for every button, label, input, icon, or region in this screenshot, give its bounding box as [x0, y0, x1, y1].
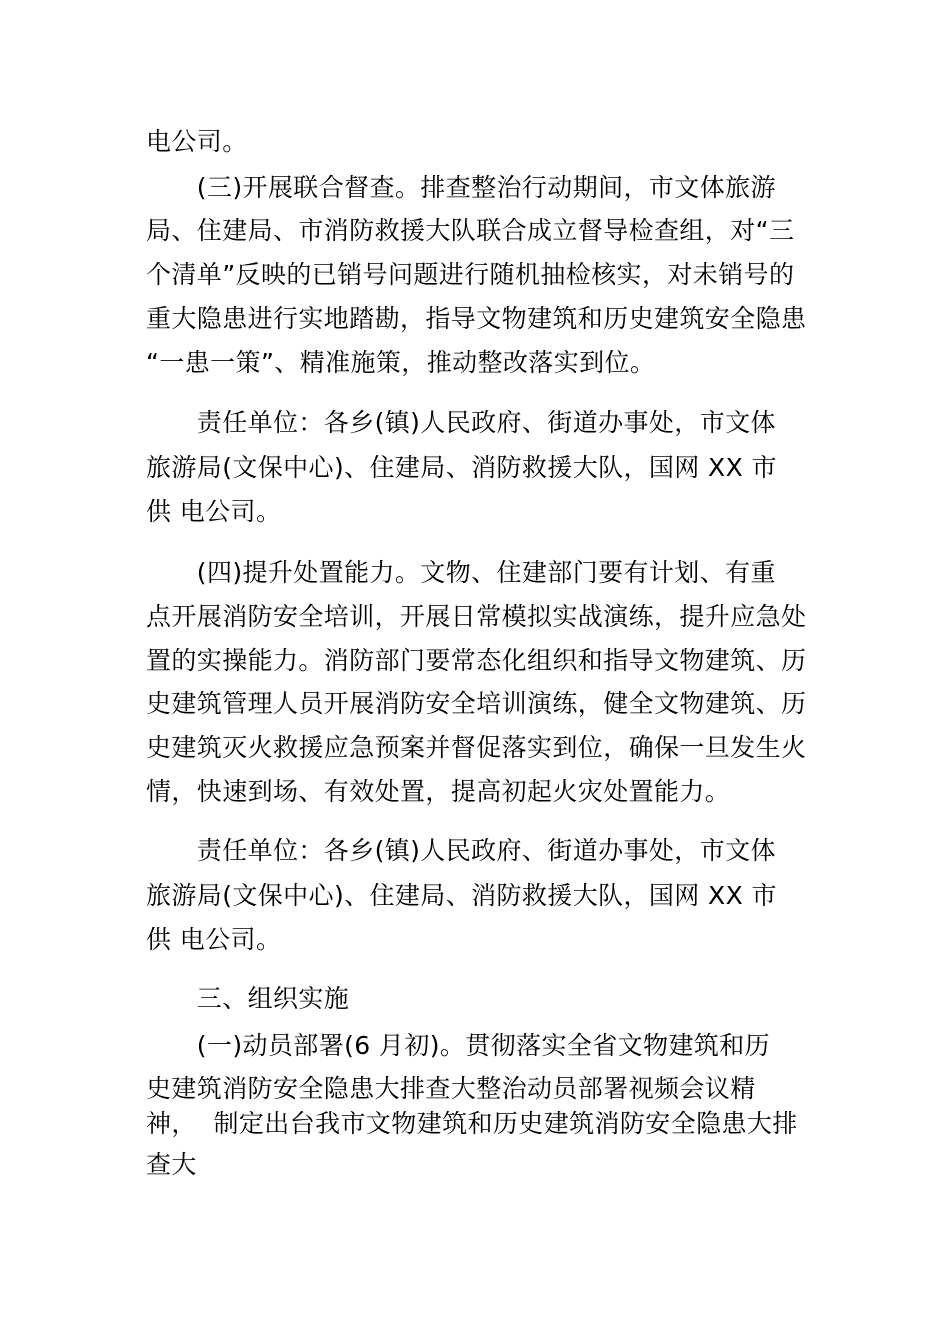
text-line: (四)提升处置能力。文物、住建部门要有计划、有重	[146, 558, 776, 587]
text-line: (一)动员部署(6 月初)。贯彻落实全省文物建筑和历	[146, 1031, 771, 1060]
text-line: 供 电公司。	[146, 497, 282, 526]
text-line: 供 电公司。	[146, 925, 282, 954]
text-line: 置的实操能力。消防部门要常态化组织和指导文物建筑、历	[146, 646, 807, 675]
text-line: 旅游局(文保中心)、住建局、消防救援大队，国网 XX 市	[146, 881, 777, 910]
text-line: 重大隐患进行实地踏勘，指导文物建筑和历史建筑安全隐患	[146, 304, 807, 333]
text-line: 神， 制定出台我市文物建筑和历史建筑消防安全隐患大排	[146, 1109, 798, 1138]
text-line: 责任单位：各乡(镇)人民政府、街道办事处，市文体	[146, 836, 776, 865]
text-line: 查大	[146, 1150, 197, 1179]
text-line: 史建筑灭火救援应急预案并督促落实到位，确保一旦发生火	[146, 733, 807, 762]
text-line: 旅游局(文保中心)、住建局、消防救援大队，国网 XX 市	[146, 453, 777, 482]
text-line: 史建筑消防安全隐患大排查大整治动员部署视频会议精	[146, 1074, 756, 1103]
text-line: “一患一策”、精准施策，推动整改落实到位。	[146, 348, 656, 377]
text-line: 史建筑管理人员开展消防安全培训演练，健全文物建筑、历	[146, 689, 807, 718]
text-line: 责任单位：各乡(镇)人民政府、街道办事处，市文体	[146, 408, 776, 437]
text-line: 情，快速到场、有效处置，提高初起火灾处置能力。	[146, 777, 731, 806]
text-line: 电公司。	[146, 127, 248, 156]
section-heading: 三、组织实施	[146, 984, 350, 1013]
text-line: (三)开展联合督查。排查整治行动期间，市文体旅游	[146, 173, 776, 202]
text-line: 个清单”反映的已销号问题进行随机抽检核实，对未销号的	[146, 260, 795, 289]
text-line: 局、住建局、市消防救援大队联合成立督导检查组，对“三	[146, 216, 795, 245]
text-line: 点开展消防安全培训，开展日常模拟实战演练，提升应急处	[146, 602, 807, 631]
